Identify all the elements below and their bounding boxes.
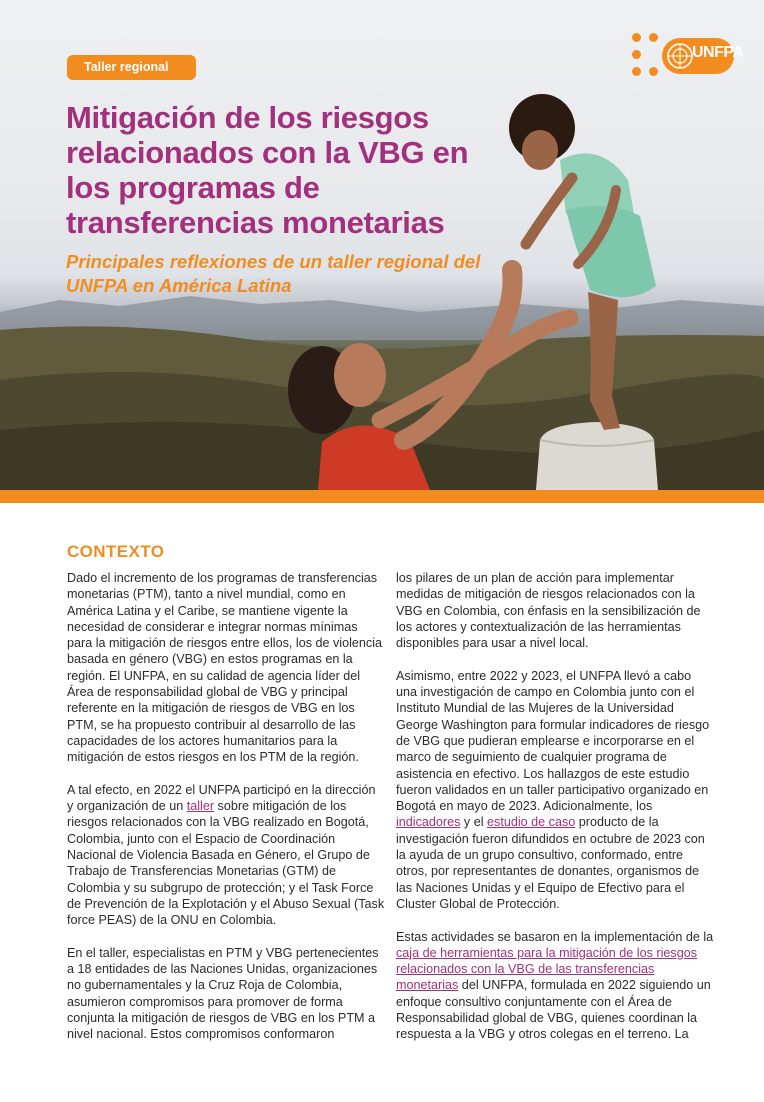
text: del UNFPA, formulada en 2022 siguiendo un enfoque consultivo conjuntamente con el Área de Responsabilidad global de VBG, quienes coordinan la respuesta a la VBG y otros colegas en el terreno. La — [396, 978, 711, 1042]
category-tag: Taller regional — [67, 55, 196, 80]
indicadores-link[interactable]: indicadores — [396, 815, 461, 830]
text: y el — [460, 815, 488, 830]
right-column — [396, 570, 714, 1059]
text: sobre mitigación de los riesgos relacionados con la VBG realizado en Bogotá, Colombia, junto con el Espacio de Coordinación Nacional de Violencia Basada en Género, el Grupo de Trabajo de Transferencias Monetarias (GTM) de Colombia y su subgrupo de protección; y el Task Force de Prevención de la Explotación y el Abuso Sexual (Task force PEAS) de la ONU en Colombia. — [67, 799, 385, 928]
right-paragraph-3 — [396, 929, 714, 1043]
page-title: Mitigación de los riesgos relacionados con la VBG en los programas de transferencias monetarias — [66, 100, 469, 240]
section-heading: CONTEXTO — [67, 542, 165, 561]
left-paragraph-1: Dado el incremento de los programas de transferencias monetarias (PTM), tanto a nivel mundial, como en América Latina y el Caribe, se mantiene vigente la necesidad de considerar e integrar normas mínimas para la mitigación de riesgos entre ellos, los de violencia basada en género (VBG) en estos programas en la región. El UNFPA, en su calidad de agencia líder del Área de responsabilidad global de VBG y principal referente en la mitigación de riesgos de VBG en los PTM, se ha propuesto contribuir al desarrollo de las capacidades de los actores humanitarios para la mitigación de estos riesgos en los PTM de la región. — [67, 571, 383, 765]
text: Asimismo, entre 2022 y 2023, el UNFPA llevó a cabo una investigación de campo en Colombia junto con el Instituto Mundial de las Mujeres de la Universidad George Washington para formular indicadores de riesgo de VBG que pudieran emplearse e incorporarse en el marco de seguimiento de cualquier programa de asistencia en efectivo. Los hallazgos de este estudio fueron validados en un taller participativo organizado en Bogotá en mayo de 2023. Adicionalmente, los — [396, 668, 710, 814]
taller-link[interactable]: taller — [186, 799, 215, 814]
toolkit-link[interactable]: caja de herramientas para la mitigación de los riesgos relacionados con la VBG de las transferencias monetarias — [396, 945, 698, 993]
text: producto de la investigación fueron difundidos en octubre de 2023 con la ayuda de un grupo consultivo, conformado, entre otros, por representantes de donantes, organismos de las Naciones Unidas y el Equipo de Efectivo para el Cluster Global de Protección. — [396, 815, 705, 911]
text: A tal efecto, en 2022 el UNFPA participó en la dirección y organización de un — [67, 782, 376, 814]
text: Estas actividades se basaron en la implementación de la — [396, 929, 714, 944]
left-paragraph-2 — [67, 782, 385, 929]
right-paragraph-2 — [396, 668, 714, 912]
right-paragraph-1: los pilares de un plan de acción para implementar medidas de mitigación de riesgos relacionados con la VBG en Colombia, con énfasis en la sensibilización de los actores y contextualización de las herramientas disponibles para usar a nivel local. — [396, 571, 701, 651]
left-column — [67, 570, 385, 1059]
hero-photo — [0, 0, 764, 490]
logo-text: UNFPA — [692, 44, 744, 61]
estudio-de-caso-link[interactable]: estudio de caso — [487, 815, 576, 830]
orange-divider — [0, 490, 764, 503]
page-subtitle: Principales reflexiones de un taller regional del UNFPA en América Latina — [66, 251, 481, 296]
left-paragraph-3: En el taller, especialistas en PTM y VBG pertenecientes a 18 entidades de las Naciones Unidas, organizaciones no gubernamentales y la Cruz Roja de Colombia, asumieron compromisos para promover de forma conjunta la mitigación de riesgos de VBG en los PTM a nivel nacional. Estos compromisos conformaron — [67, 945, 379, 1042]
unfpa-logo — [630, 31, 744, 77]
